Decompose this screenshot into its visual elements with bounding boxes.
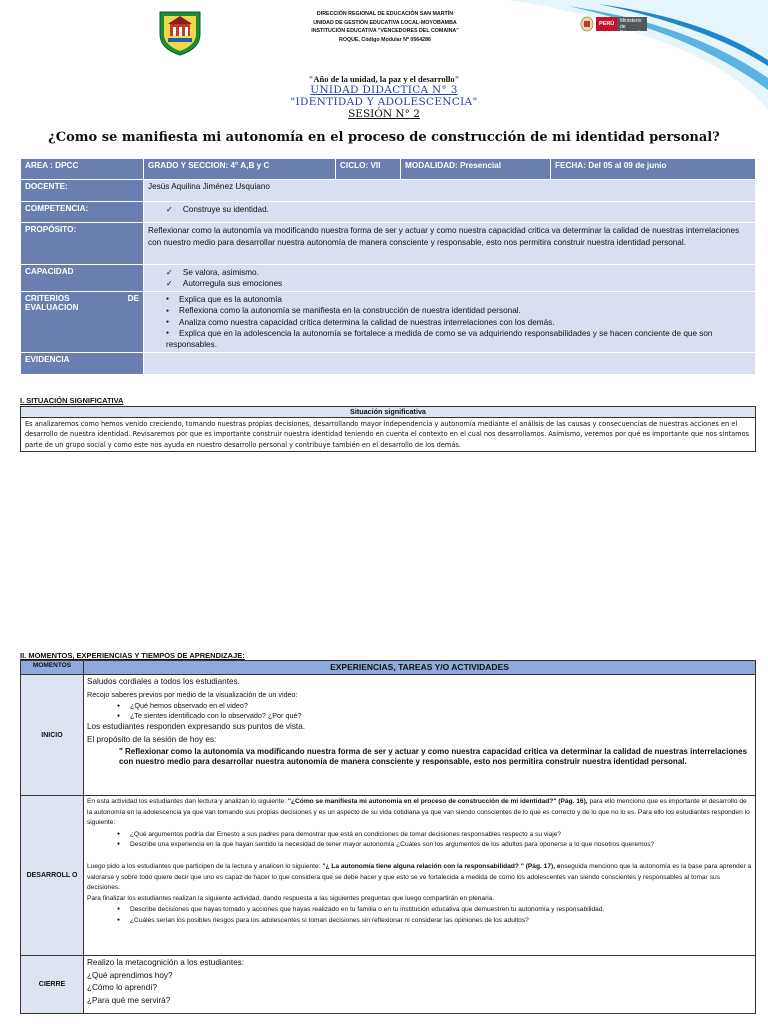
cierre-label: CIERRE	[21, 956, 84, 1014]
minedu-logo	[580, 14, 690, 36]
inicio-line: El propósito de la sesión de hoy es:	[87, 734, 217, 744]
criterio-item: ● Explica que es la autonomía	[166, 294, 751, 305]
col-momentos-header: MOMENTOS	[21, 661, 84, 675]
proposito-label: PROPÓSITO:	[21, 223, 144, 265]
desarrollo-reading-title: "¿ La autonomía tiene alguna relación con la responsabilidad? " (Pág. 17), e	[322, 863, 561, 870]
inicio-line: Saludos cordiales a todos los estudiantes.	[87, 677, 240, 686]
inicio-proposito: " Reflexionar como la autonomía va modificando nuestra forma de ser y actuar y como nuestra capacidad critica va determinar la calidad de nuestras interrelaciones con nuestro medio para desarrollar nuestra autonomía de manera consciente y responsable, esto nos permitira construir nuestra identidad personal.	[119, 746, 748, 767]
situacion-text: Es analizaremos como hemos venido creciendo, tomando nuestras propias decisiones, desarrollando mayor independencia y autonomía mediante el análisis de las causas y consecuencias de nuestras acciones en el desarrollo de nuestra identidad. Revisaremos por que es importante construir nuestra identidad teniendo en cuenta el contexto en el cual nos desarrollamos. Asimismo, veremos por qué es importante que nos sintamos parte de un grupo social y como este nos ayuda en nuestro desarrollo personal y contribuye también en el desarrollo de los demás.	[25, 420, 750, 449]
capacidad-item: ✓ Autorregula sus emociones	[166, 278, 751, 289]
header-line-1: DIRECCIÓN REGIONAL DE EDUCACIÓN SAN MARTÍN	[316, 11, 454, 17]
criterio-item: ● Analiza como nuestra capacidad critica determina la calidad de nuestras interrelaciones con los demás.	[166, 317, 751, 328]
desarrollo-question: ● ¿Qué argumentos podría dar Ernesto a sus padres para demostrar que está en condiciones de tomar decisiones responsables respecto a su viaje?	[117, 829, 752, 840]
unit-number: UNIDAD DIDACTICA N° 3	[310, 84, 458, 96]
desarrollo-question: ● Describe decisiones que hayas tomado y acciones que hayas realizado en tu familia o en tu institución educativa que demuestren tu autonomía y responsabilidad.	[117, 904, 752, 915]
inicio-line: Recojo saberes previos por medio de la visualización de un video:	[87, 690, 298, 699]
criterios-list	[144, 292, 756, 353]
minedu-ministry-label: Ministerio de Educación	[617, 17, 647, 31]
inicio-question: ● ¿Te sientes identificado con lo observado? ¿Por qué?	[117, 711, 752, 721]
criterio-item: ● Reflexiona como la autonomía se manifiesta en la construcción de nuestra identidad personal.	[166, 305, 751, 316]
desarrollo-text: para ello menciono que es importante el desarrollo de la autonomía en la adolescencia ya que van tomando sus propias decisiones y es un aspecto de su vida cotidiana ya que van siendo conscientes de lo que es correcto y de lo que no lo es. Para ello los estudiantes responden lo siguiente:	[87, 798, 750, 826]
header-line-3: INSTITUCIÓN EDUCATIVA "VENCEDORES DEL COMAINA"	[311, 28, 459, 35]
competencia-value	[144, 202, 756, 223]
docente-value: Jesús Aquilina Jiménez Usquiano	[144, 180, 756, 202]
desarrollo-content	[84, 796, 756, 956]
momentos-table	[20, 660, 756, 1014]
inicio-question: ● ¿Qué hemos observado en el video?	[117, 701, 752, 711]
cierre-line: ¿Para qué me servirá?	[87, 995, 171, 1005]
header-line-2: UNIDAD DE GESTIÓN EDUCATIVA LOCAL-MOYOBAMBA	[313, 19, 457, 26]
criterios-word-2: DE	[127, 294, 139, 303]
capacidad-item: ✓ Se valora, asimismo.	[166, 267, 751, 278]
desarrollo-text: En esta actividad los estudiantes dan lectura y analizan lo siguiente:	[87, 798, 288, 805]
cierre-line: ¿Qué aprendimos hoy?	[87, 970, 173, 980]
desarrollo-text: Luego pido a los estudiantes que participen de la lectura y analicen lo siguiente:	[87, 863, 323, 870]
capacidad-label: CAPACIDAD	[21, 265, 144, 292]
minedu-peru-label: PERÚ	[596, 17, 617, 31]
peru-seal-icon	[580, 16, 594, 32]
criterios-word-3: EVALUACION	[25, 303, 79, 312]
desarrollo-reading-title: "¿Cómo se manifiesta mi autonomía en el proceso de construcción de mi identidad?" (Pág. 16),	[287, 798, 588, 805]
school-shield-logo	[156, 8, 204, 56]
cierre-line: ¿Cómo lo aprendí?	[87, 983, 158, 992]
situacion-heading: Situación significativa	[21, 407, 755, 418]
capacidad-list	[144, 265, 756, 292]
area-cell: AREA : DPCC	[21, 159, 144, 180]
criterio-item: ● Explica que en la adolescencia la autonomía se fortalece a medida de como se va adquiriendo responsabilidades y se hacen conciente de que son responsables.	[166, 328, 751, 350]
desarrollo-label: DESARROLL O	[21, 796, 84, 956]
inicio-content	[84, 675, 756, 796]
section-situacion-title: I. SITUACIÓN SIGNIFICATIVA	[20, 396, 124, 405]
col-experiencias-header: EXPERIENCIAS, TAREAS Y/O ACTIVIDADES	[84, 661, 756, 675]
cierre-line: Realizo la metacognición a los estudiantes:	[87, 958, 245, 967]
competencia-item: ✓ Construye su identidad.	[166, 204, 751, 215]
modalidad-cell: MODALIDAD: Presencial	[401, 159, 551, 180]
cierre-content	[84, 956, 756, 1014]
session-number: SESIÓN N° 2	[348, 108, 420, 120]
competencia-label: COMPETENCIA:	[21, 202, 144, 223]
inicio-label: INICIO	[21, 675, 84, 796]
session-question-title: ¿Como se manifiesta mi autonomía en el proceso de construcción de mi identidad personal?	[48, 130, 720, 145]
criterios-word-1: CRITERIOS	[25, 294, 70, 303]
desarrollo-text: nseguida menciono que la autonomía es la base para aprender a valorarse y sobre todo quiere decir que uno es capaz de hacer lo que considera que se debe hacer y que esto se ve fortalecida a medida de como los adolescentes van siendo conscientes y responsables al tomar sus decisiones.	[87, 863, 752, 891]
inicio-line: Los estudiantes responden expresando sus puntos de vista.	[87, 721, 306, 731]
situacion-box	[20, 406, 756, 452]
year-motto: "Año de la unidad, la paz y el desarrollo"	[308, 74, 460, 84]
desarrollo-question: ● Describe una experiencia en la que hayan sentido la necesidad de tener mayor autonomía ¿Cuáles son los argumentos de los adultos para oponerse a lo que nosotros queremos?	[117, 839, 752, 850]
criterios-label	[21, 292, 144, 353]
docente-label: DOCENTE:	[21, 180, 144, 202]
unit-name: "IDENTIDAD Y ADOLESCENCIA"	[290, 96, 478, 108]
session-titles	[0, 74, 768, 121]
section-momentos-title: II. MOMENTOS, EXPERIENCIAS Y TIEMPOS DE APRENDIZAJE:	[20, 651, 245, 660]
ciclo-cell: CICLO: VII	[336, 159, 401, 180]
proposito-value: Reflexionar como la autonomía va modificando nuestra forma de ser y actuar y como nuestra capacidad critica va determinar la calidad de nuestras interrelaciones con nuestro medio para desarrollar nuestra autonomía de manera consciente y responsable, esto nos permitira construir nuestra identidad personal.	[144, 223, 756, 265]
header-line-4: ROQUE, Código Modular Nº 0564286	[339, 36, 431, 43]
desarrollo-text: Para finalizar los estudiantes realizan la siguiente actividad, dando respuesta a las siguientes preguntas que luego compartirán en plenaria.	[87, 894, 495, 902]
evidencia-value	[144, 353, 756, 375]
session-info-table	[20, 158, 756, 375]
fecha-cell: FECHA: Del 05 al 09 de junio	[551, 159, 756, 180]
desarrollo-question: ● ¿Cuáles serían los posibles riesgos para los adolescentes si toman decisiones sin reflexionar ni considerar las opiniones de los adultos?	[117, 915, 752, 926]
grado-cell: GRADO Y SECCION: 4° A,B y C	[144, 159, 336, 180]
evidencia-label: EVIDENCIA	[21, 353, 144, 375]
institution-header	[270, 10, 500, 44]
